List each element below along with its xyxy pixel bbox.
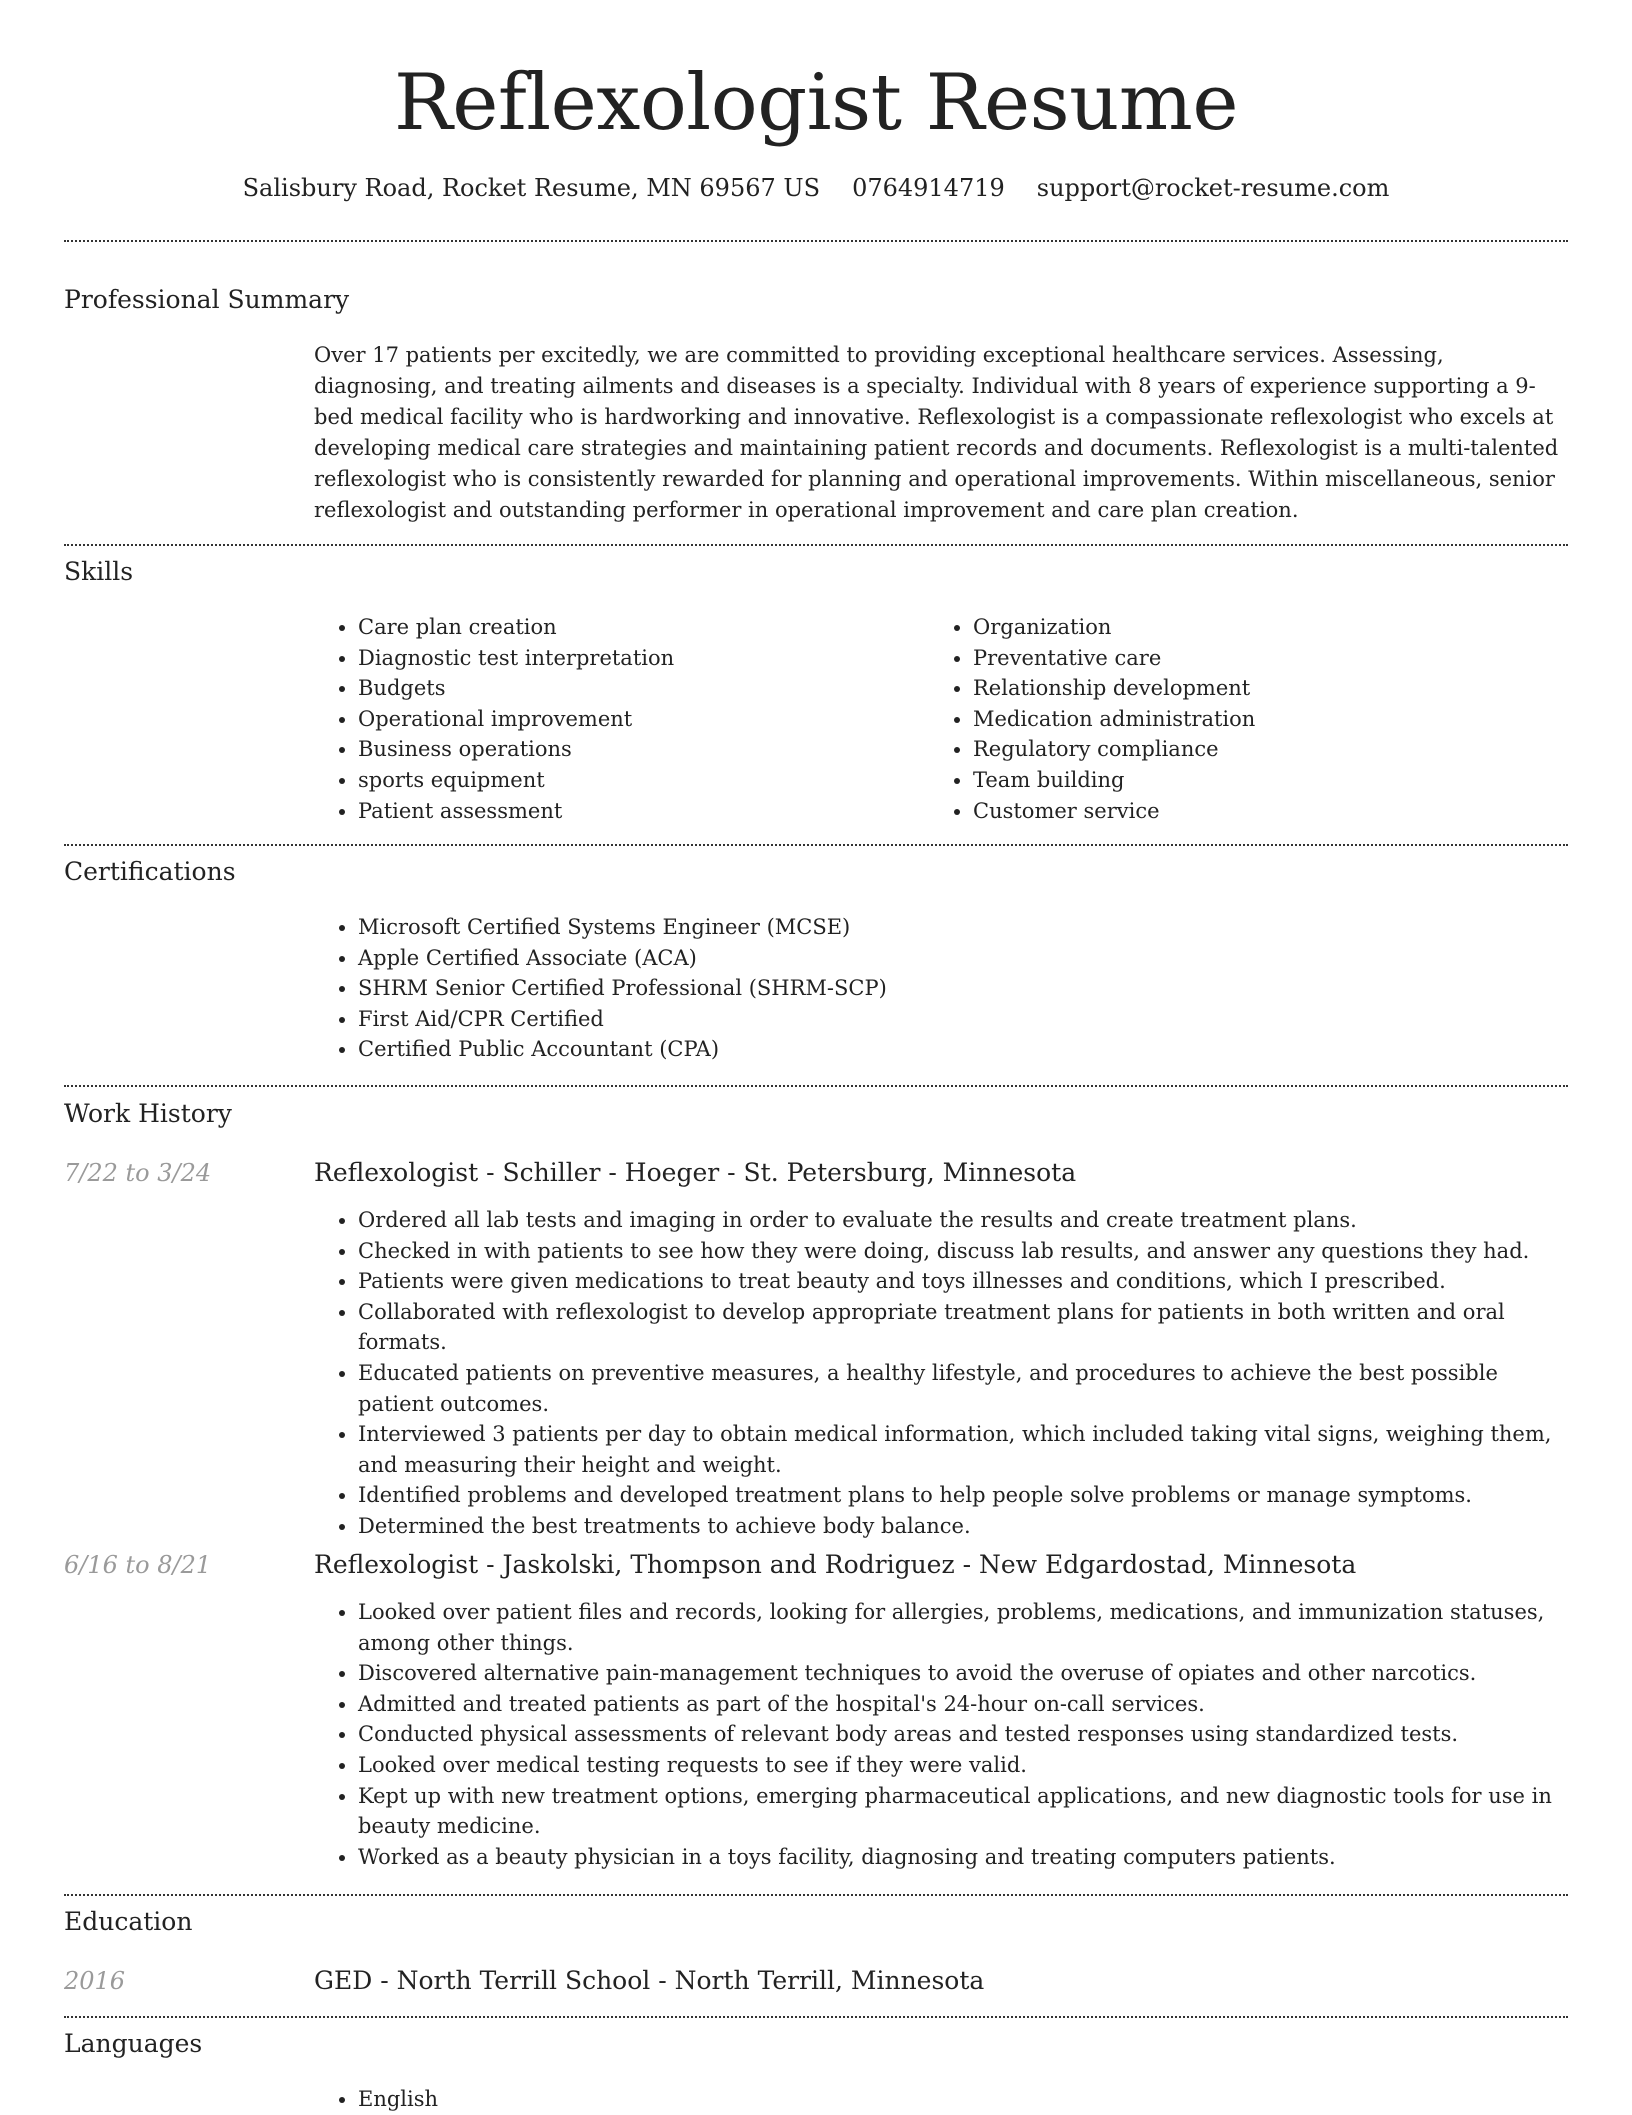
- education-degree: GED - North Terrill School - North Terrill, Minnesota: [314, 1966, 985, 1995]
- job-bullets: [314, 1597, 1568, 1872]
- job-bullet: • Interviewed 3 patients per day to obtain medical information, which included taking vital signs, weighing them, and measuring their height and weight.: [358, 1419, 1568, 1480]
- job-bullet: • Checked in with patients to see how they were doing, discuss lab results, and answer any questions they had.: [358, 1236, 1568, 1267]
- job-bullet: • Collaborated with reflexologist to develop appropriate treatment plans for patients in both written and oral formats.: [358, 1297, 1568, 1358]
- certification-item: • Certified Public Accountant (CPA): [358, 1034, 1568, 1065]
- section-divider: [64, 1085, 1568, 1087]
- skill-item: • Diagnostic test interpretation: [358, 643, 918, 674]
- skills-heading: Skills: [64, 557, 134, 586]
- summary-heading: Professional Summary: [64, 285, 350, 314]
- skill-item: • Customer service: [973, 796, 1573, 827]
- skill-item: • Medication administration: [973, 704, 1573, 735]
- job-bullet: • Patients were given medications to treat beauty and toys illnesses and conditions, which I prescribed.: [358, 1266, 1568, 1297]
- email-text: support@rocket-resume.com: [1036, 174, 1390, 202]
- languages-list: [314, 2084, 958, 2115]
- contact-line: [0, 168, 1632, 208]
- resume-title: Reflexologist Resume: [393, 58, 1239, 148]
- certification-item: • SHRM Senior Certified Professional (SHRM-SCP): [358, 973, 1568, 1004]
- job-bullet: • Determined the best treatments to achieve body balance.: [358, 1511, 1568, 1542]
- section-divider: [64, 844, 1568, 846]
- job-bullet: • Discovered alternative pain-management techniques to avoid the overuse of opiates and other narcotics.: [358, 1658, 1568, 1689]
- job-title: Reflexologist - Jaskolski, Thompson and Rodriguez - New Edgardostad, Minnesota: [314, 1550, 1357, 1579]
- skill-item: • Relationship development: [973, 673, 1573, 704]
- skills-list-right: [929, 612, 1573, 826]
- skill-item: • Operational improvement: [358, 704, 918, 735]
- language-item: • English: [358, 2084, 958, 2115]
- job-dates: 7/22 to 3/24: [64, 1159, 212, 1187]
- job-bullet: • Looked over medical testing requests to see if they were valid.: [358, 1750, 1568, 1781]
- skill-item: • sports equipment: [358, 765, 918, 796]
- work-history-heading: Work History: [64, 1099, 232, 1128]
- section-divider: [64, 240, 1568, 242]
- job-bullet: • Worked as a beauty physician in a toys facility, diagnosing and treating computers patients.: [358, 1842, 1568, 1873]
- certifications-heading: Certifications: [64, 857, 236, 886]
- languages-heading: Languages: [64, 2029, 203, 2058]
- skill-item: • Patient assessment: [358, 796, 918, 827]
- certifications-list: [314, 912, 1568, 1065]
- job-dates: 6/16 to 8/21: [64, 1551, 212, 1579]
- skill-item: • Organization: [973, 612, 1573, 643]
- skill-item: • Budgets: [358, 673, 918, 704]
- skill-item: • Team building: [973, 765, 1573, 796]
- education-heading: Education: [64, 1907, 193, 1936]
- skill-item: • Preventative care: [973, 643, 1573, 674]
- phone-text: 0764914719: [852, 174, 1005, 202]
- address-text: Salisbury Road, Rocket Resume, MN 69567 US: [242, 174, 821, 202]
- section-divider: [64, 1894, 1568, 1896]
- section-divider: [64, 544, 1568, 546]
- skill-item: • Regulatory compliance: [973, 734, 1573, 765]
- certification-item: • First Aid/CPR Certified: [358, 1004, 1568, 1035]
- certification-item: • Apple Certified Associate (ACA): [358, 943, 1568, 974]
- summary-text: Over 17 patients per excitedly, we are committed to providing exceptional healthcare services. Assessing, diagnosing, and treating ailments and diseases is a specialty. Individual with 8 years of experience supporting a 9-bed medical facility who is hardworking and innovative. Reflexologist is a compassionate reflexologist who excels at developing medical care strategies and maintaining patient records and documents. Reflexologist is a multi-talented reflexologist who is consistently rewarded for planning and operational improvements. Within miscellaneous, senior reflexologist and outstanding performer in operational improvement and care plan creation.: [314, 343, 1559, 522]
- job-bullet: • Kept up with new treatment options, emerging pharmaceutical applications, and new diagnostic tools for use in beauty medicine.: [358, 1781, 1568, 1842]
- skill-item: • Business operations: [358, 734, 918, 765]
- skill-item: • Care plan creation: [358, 612, 918, 643]
- job-title: Reflexologist - Schiller - Hoeger - St. Petersburg, Minnesota: [314, 1158, 1077, 1187]
- skills-list-left: [314, 612, 918, 826]
- job-bullet: • Looked over patient files and records, looking for allergies, problems, medications, and immunization statuses, among other things.: [358, 1597, 1568, 1658]
- job-bullet: • Conducted physical assessments of relevant body areas and tested responses using standardized tests.: [358, 1719, 1568, 1750]
- job-bullet: • Identified problems and developed treatment plans to help people solve problems or manage symptoms.: [358, 1480, 1568, 1511]
- job-bullets: [314, 1205, 1568, 1542]
- education-year: 2016: [64, 1967, 126, 1995]
- job-bullet: • Ordered all lab tests and imaging in order to evaluate the results and create treatment plans.: [358, 1205, 1568, 1236]
- certification-item: • Microsoft Certified Systems Engineer (MCSE): [358, 912, 1568, 943]
- section-divider: [64, 2016, 1568, 2018]
- job-bullet: • Educated patients on preventive measures, a healthy lifestyle, and procedures to achieve the best possible patient outcomes.: [358, 1358, 1568, 1419]
- job-bullet: • Admitted and treated patients as part of the hospital's 24-hour on-call services.: [358, 1689, 1568, 1720]
